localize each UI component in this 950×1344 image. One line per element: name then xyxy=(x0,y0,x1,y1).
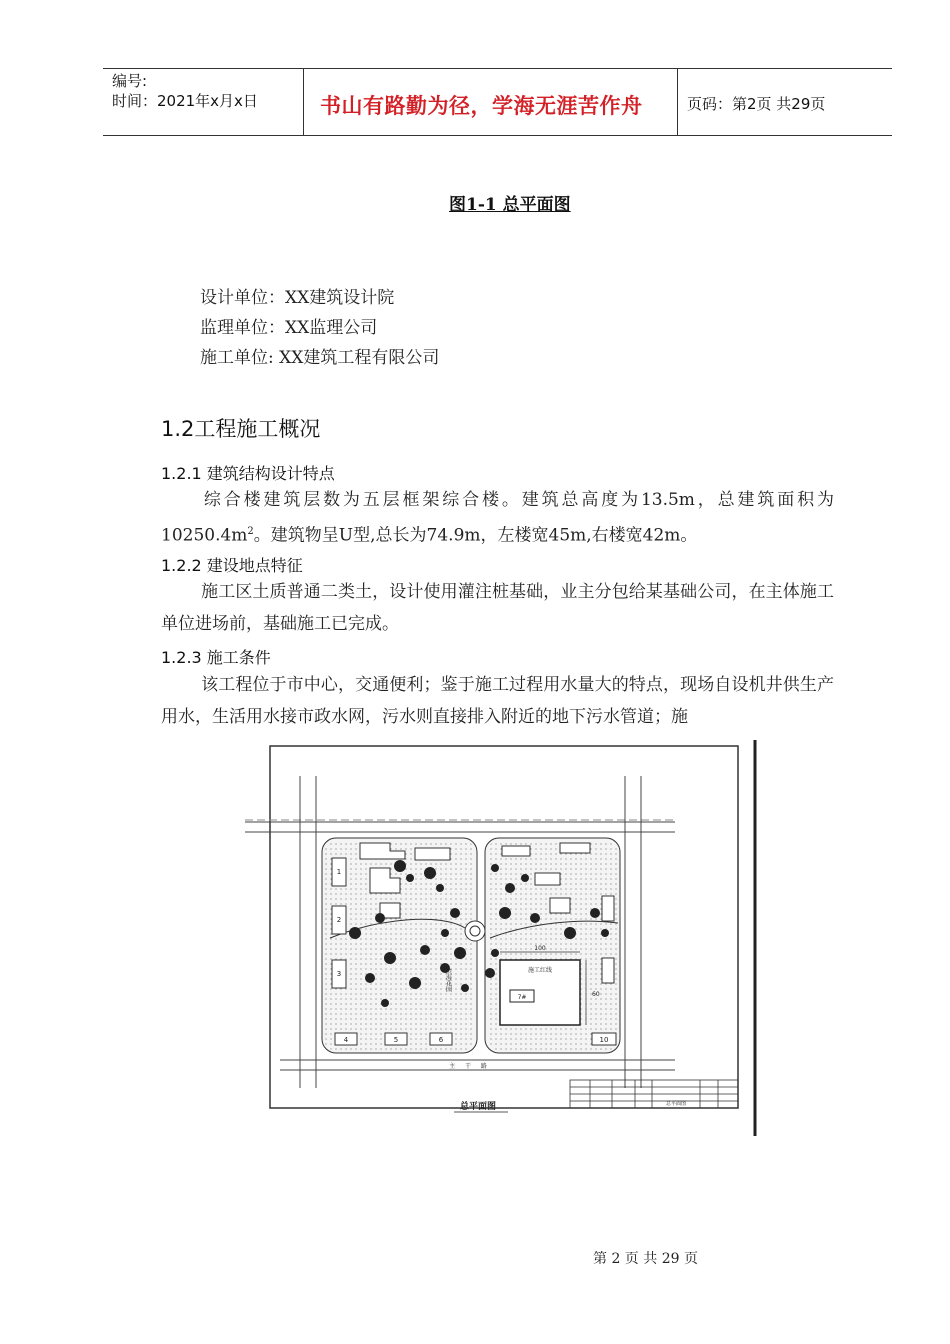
site-label: 施工红线 xyxy=(527,967,553,974)
building-10-label: 10 xyxy=(599,1036,609,1044)
subsection-text-1-a: 综合楼建筑层数为五层框架综合楼。建筑总高度为13.5m，总建筑面积为10250.4m xyxy=(161,490,834,546)
section-title: 1.2工程施工概况 xyxy=(161,417,321,441)
subsection-text-1 xyxy=(161,484,834,552)
site-plan-svg xyxy=(240,738,775,1138)
building-6-label: 6 xyxy=(438,1036,444,1044)
subsection-text-2-body: 施工区土质普通二类土，设计使用灌注桩基础，业主分包给某基础公司，在主体施工单位进场前，基础施工已完成。 xyxy=(161,582,834,634)
building-3-label: 3 xyxy=(336,970,342,978)
road-label: 主 干 路 xyxy=(449,1063,491,1070)
roundabout xyxy=(465,921,485,941)
construction-unit: 施工单位: XX建筑工程有限公司 xyxy=(200,348,440,368)
figure-caption: 图1-1 总平面图 xyxy=(449,195,571,215)
subsection-title-1: 1.2.1 建筑结构设计特点 xyxy=(161,464,335,483)
building-5-label: 5 xyxy=(393,1036,399,1044)
title-block xyxy=(570,1080,738,1108)
header-divider-right xyxy=(677,68,678,136)
subsection-title-2: 1.2.2 建设地点特征 xyxy=(161,556,303,575)
subsection-text-3-body: 该工程位于市中心，交通便利；鉴于施工过程用水量大的特点，现场自设机井供生产用水，生活用水接市政水网，污水则直接排入附近的地下污水管道；施 xyxy=(161,675,834,727)
building-1-label: 1 xyxy=(336,868,342,876)
building-4-label: 4 xyxy=(343,1036,349,1044)
design-unit: 设计单位：XX建筑设计院 xyxy=(200,288,395,308)
garden-label: 滨海花园 xyxy=(444,968,452,992)
subsection-text-1-b: 。建筑物呈U型,总长为74.9m，左楼宽45m,右楼宽42m。 xyxy=(253,525,698,546)
header-divider-left xyxy=(303,68,304,136)
dimension-height: 60 xyxy=(592,991,600,998)
header-number-label: 编号: xyxy=(112,72,148,90)
titleblock-label: 总平面图 xyxy=(665,1101,687,1107)
subsection-text-3 xyxy=(161,669,834,733)
header-bottom-rule xyxy=(103,135,892,136)
supervision-unit: 监理单位：XX监理公司 xyxy=(200,318,378,338)
page-footer: 第 2 页 共 29 页 xyxy=(593,1251,698,1267)
plan-title: 总平面图 xyxy=(460,1102,497,1112)
area-unit-superscript: 2 xyxy=(247,526,254,537)
site-plan-drawing xyxy=(240,738,775,1138)
building-2-label: 2 xyxy=(336,916,342,924)
building-7-label: 7# xyxy=(517,994,527,1001)
subsection-text-2 xyxy=(161,576,834,640)
header-motto: 书山有路勤为径，学海无涯苦作舟 xyxy=(320,94,643,118)
dimension-width: 100 xyxy=(534,945,546,952)
header-top-rule xyxy=(103,68,892,69)
subsection-title-3: 1.2.3 施工条件 xyxy=(161,648,271,667)
header-date-label: 时间：2021年x月x日 xyxy=(112,92,258,110)
header-page-label: 页码：第2页 共29页 xyxy=(687,95,826,113)
